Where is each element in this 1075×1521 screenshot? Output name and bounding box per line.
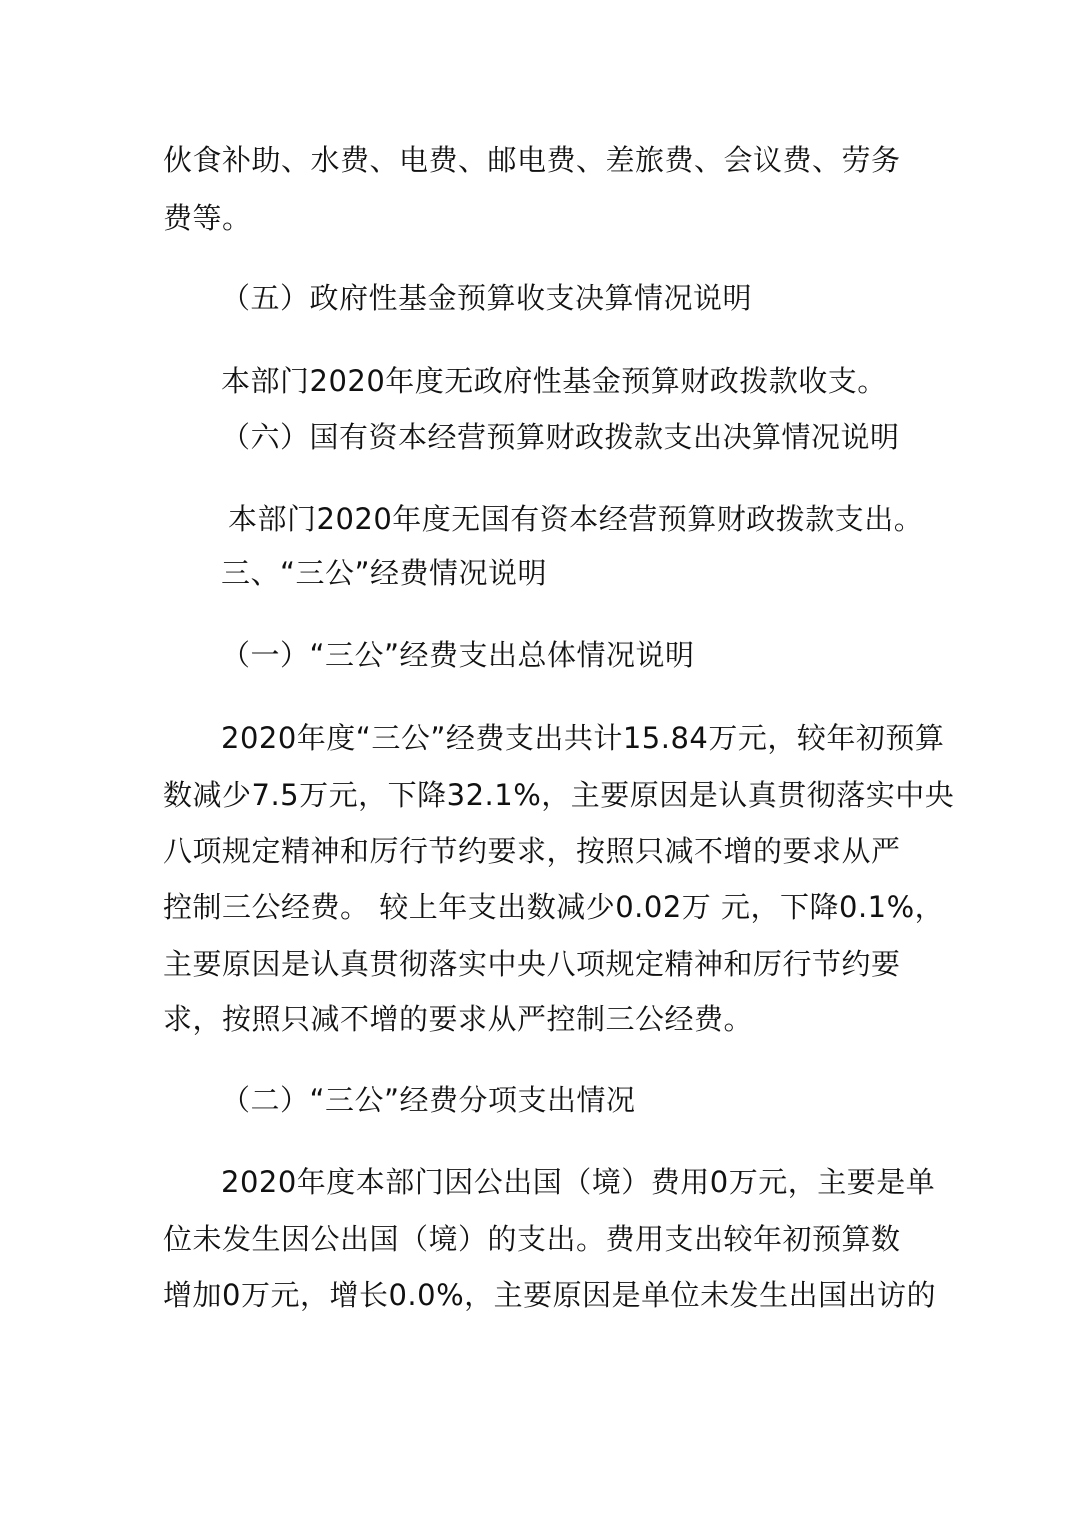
- paragraph-line: 求，按照只减不增的要求从严控制三公经费。: [163, 1002, 754, 1036]
- section-heading: （二）“三公”经费分项支出情况: [221, 1083, 636, 1117]
- paragraph-line: 本部门2020年度无政府性基金预算财政拨款收支。: [221, 364, 887, 398]
- paragraph-line: 主要原因是认真贯彻落实中央八项规定精神和厉行节约要: [163, 947, 901, 981]
- section-heading: （五）政府性基金预算收支决算情况说明: [221, 281, 753, 315]
- paragraph-line: 费等。: [163, 201, 252, 235]
- chapter-heading: 三、“三公”经费情况说明: [221, 556, 548, 590]
- paragraph-line: 2020年度本部门因公出国（境）费用0万元，主要是单: [221, 1165, 936, 1199]
- section-heading: （一）“三公”经费支出总体情况说明: [221, 638, 695, 672]
- paragraph-line: 位未发生因公出国（境）的支出。费用支出较年初预算数: [163, 1222, 901, 1256]
- paragraph-line: 2020年度“三公”经费支出共计15.84万元，较年初预算: [221, 721, 945, 755]
- paragraph-line: 控制三公经费。 较上年支出数减少0.02万 元，下降0.1%，: [163, 890, 945, 924]
- section-heading: （六）国有资本经营预算财政拨款支出决算情况说明: [221, 420, 900, 454]
- paragraph-line: 八项规定精神和厉行节约要求，按照只减不增的要求从严: [163, 834, 901, 868]
- paragraph-line: 本部门2020年度无国有资本经营预算财政拨款支出。: [228, 502, 924, 536]
- paragraph-line: 数减少7.5万元，下降32.1%，主要原因是认真贯彻落实中央: [163, 778, 955, 812]
- paragraph-line: 伙食补助、水费、电费、邮电费、差旅费、会议费、劳务: [163, 143, 901, 177]
- paragraph-line: 增加0万元，增长0.0%，主要原因是单位未发生出国出访的: [163, 1278, 937, 1312]
